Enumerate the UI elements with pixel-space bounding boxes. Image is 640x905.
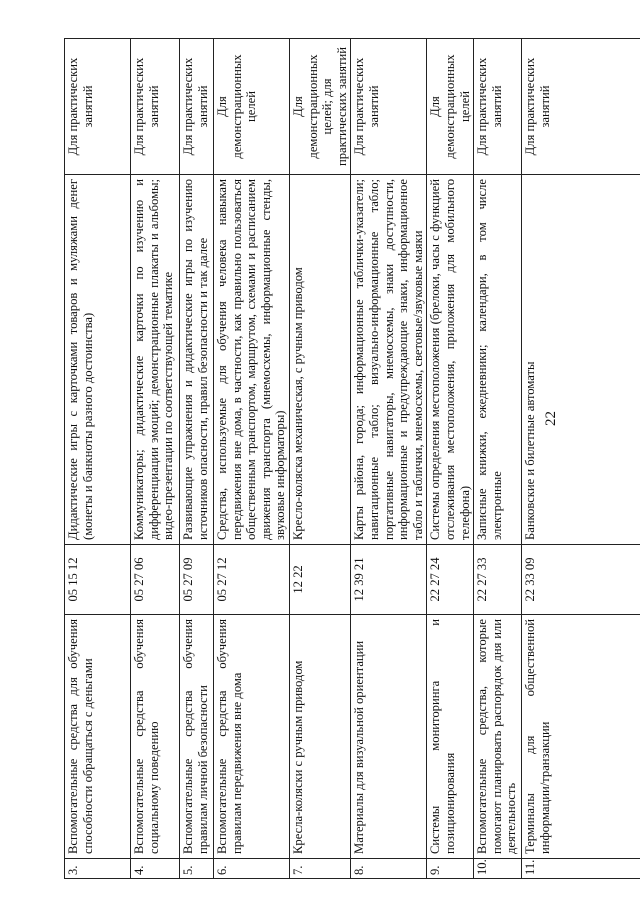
row-number: 10. [474,859,522,879]
row-number: 6. [214,859,290,879]
table-row [180,39,214,879]
classification-code: 05 15 12 [65,545,131,615]
row-number: 11. [522,859,640,879]
item-purpose: Для демонстрационных целей; для практических занятий [289,39,350,175]
item-name: Вспомогательные средства обучения правилам личной безопасности [180,615,214,859]
table-row [427,39,474,879]
item-description: Записные книжки, ежедневники; календари, в том числе электронные [474,175,522,545]
item-description: Карты района, города; информационные таблички-указатели; навигационные табло; визуально-информационные табло; портативные навигаторы, мнемосхемы, знаки доступности, информационные и предупреждающие знаки, информационное табло и таблички, мнемосхемы, световые/звуковые маяки [351,175,427,545]
item-purpose: Для практических занятий [351,39,427,175]
classification-code: 22 27 33 [474,545,522,615]
row-number: 3. [65,859,131,879]
item-description: Коммуникаторы; дидактические карточки по изучению и дифференциации эмоций; демонстрационные плакаты и альбомы; видео-презентации по соответствующей тематике [131,175,180,545]
item-name: Вспомогательные средства обучения правилам передвижения вне дома [214,615,290,859]
item-description: Банковские и билетные автоматы [522,175,640,545]
classification-code: 22 27 24 [427,545,474,615]
classification-code: 12 22 [289,545,350,615]
table-row [474,39,522,879]
item-purpose: Для демонстрационных целей [214,39,290,175]
table-row [65,39,131,879]
item-description: Системы определения местоположения (брелоки, часы с функцией отслеживания местоположения, приложения для мобильного телефона) [427,175,474,545]
rotated-table-frame [64,39,639,879]
item-name: Материалы для визуальной ориентации [351,615,427,859]
table-row [289,39,350,879]
item-name: Системы мониторинга и позиционирования [427,615,474,859]
classification-code: 05 27 09 [180,545,214,615]
classification-code: 12 39 21 [351,545,427,615]
item-description: Развивающие упражнения и дидактические игры по изучению источников опасности, правил безопасности и так далее [180,175,214,545]
row-number: 5. [180,859,214,879]
row-number: 9. [427,859,474,879]
classification-code: 22 33 09 [522,545,640,615]
item-purpose: Для практических занятий [522,39,640,175]
item-purpose: Для практических занятий [474,39,522,175]
item-name: Терминалы для общественной информации/транзакции [522,615,640,859]
item-purpose: Для практических занятий [180,39,214,175]
row-number: 7. [289,859,350,879]
item-name: Вспомогательные средства, которые помогают планировать распорядок дня или деятельность [474,615,522,859]
item-description: Средства, используемые для обучения человека навыкам передвижения вне дома, в частности, как правильно пользоваться общественным транспортом, маршрутом, схемами и расписанием движения транспорта (мнемосхемы, информационные стенды, звуковые информаторы) [214,175,290,545]
item-purpose: Для практических занятий [65,39,131,175]
row-number: 8. [351,859,427,879]
item-purpose: Для практических занятий [131,39,180,175]
table-row [351,39,427,879]
equipment-table [64,38,640,879]
item-description: Дидактические игры с карточками товаров и муляжами денег (монеты и банкноты разного достоинства) [65,175,131,545]
item-description: Кресло-коляска механическая, с ручным приводом [289,175,350,545]
row-number: 4. [131,859,180,879]
classification-code: 05 27 06 [131,545,180,615]
page-number: 22 [543,411,559,426]
table-row [522,39,640,879]
item-name: Вспомогательные средства обучения социальному поведению [131,615,180,859]
classification-code: 05 27 12 [214,545,290,615]
item-name: Кресла-коляски с ручным приводом [289,615,350,859]
table-row [131,39,180,879]
item-purpose: Для демонстрационных целей [427,39,474,175]
item-name: Вспомогательные средства для обучения способности обращаться с деньгами [65,615,131,859]
table-row [214,39,290,879]
